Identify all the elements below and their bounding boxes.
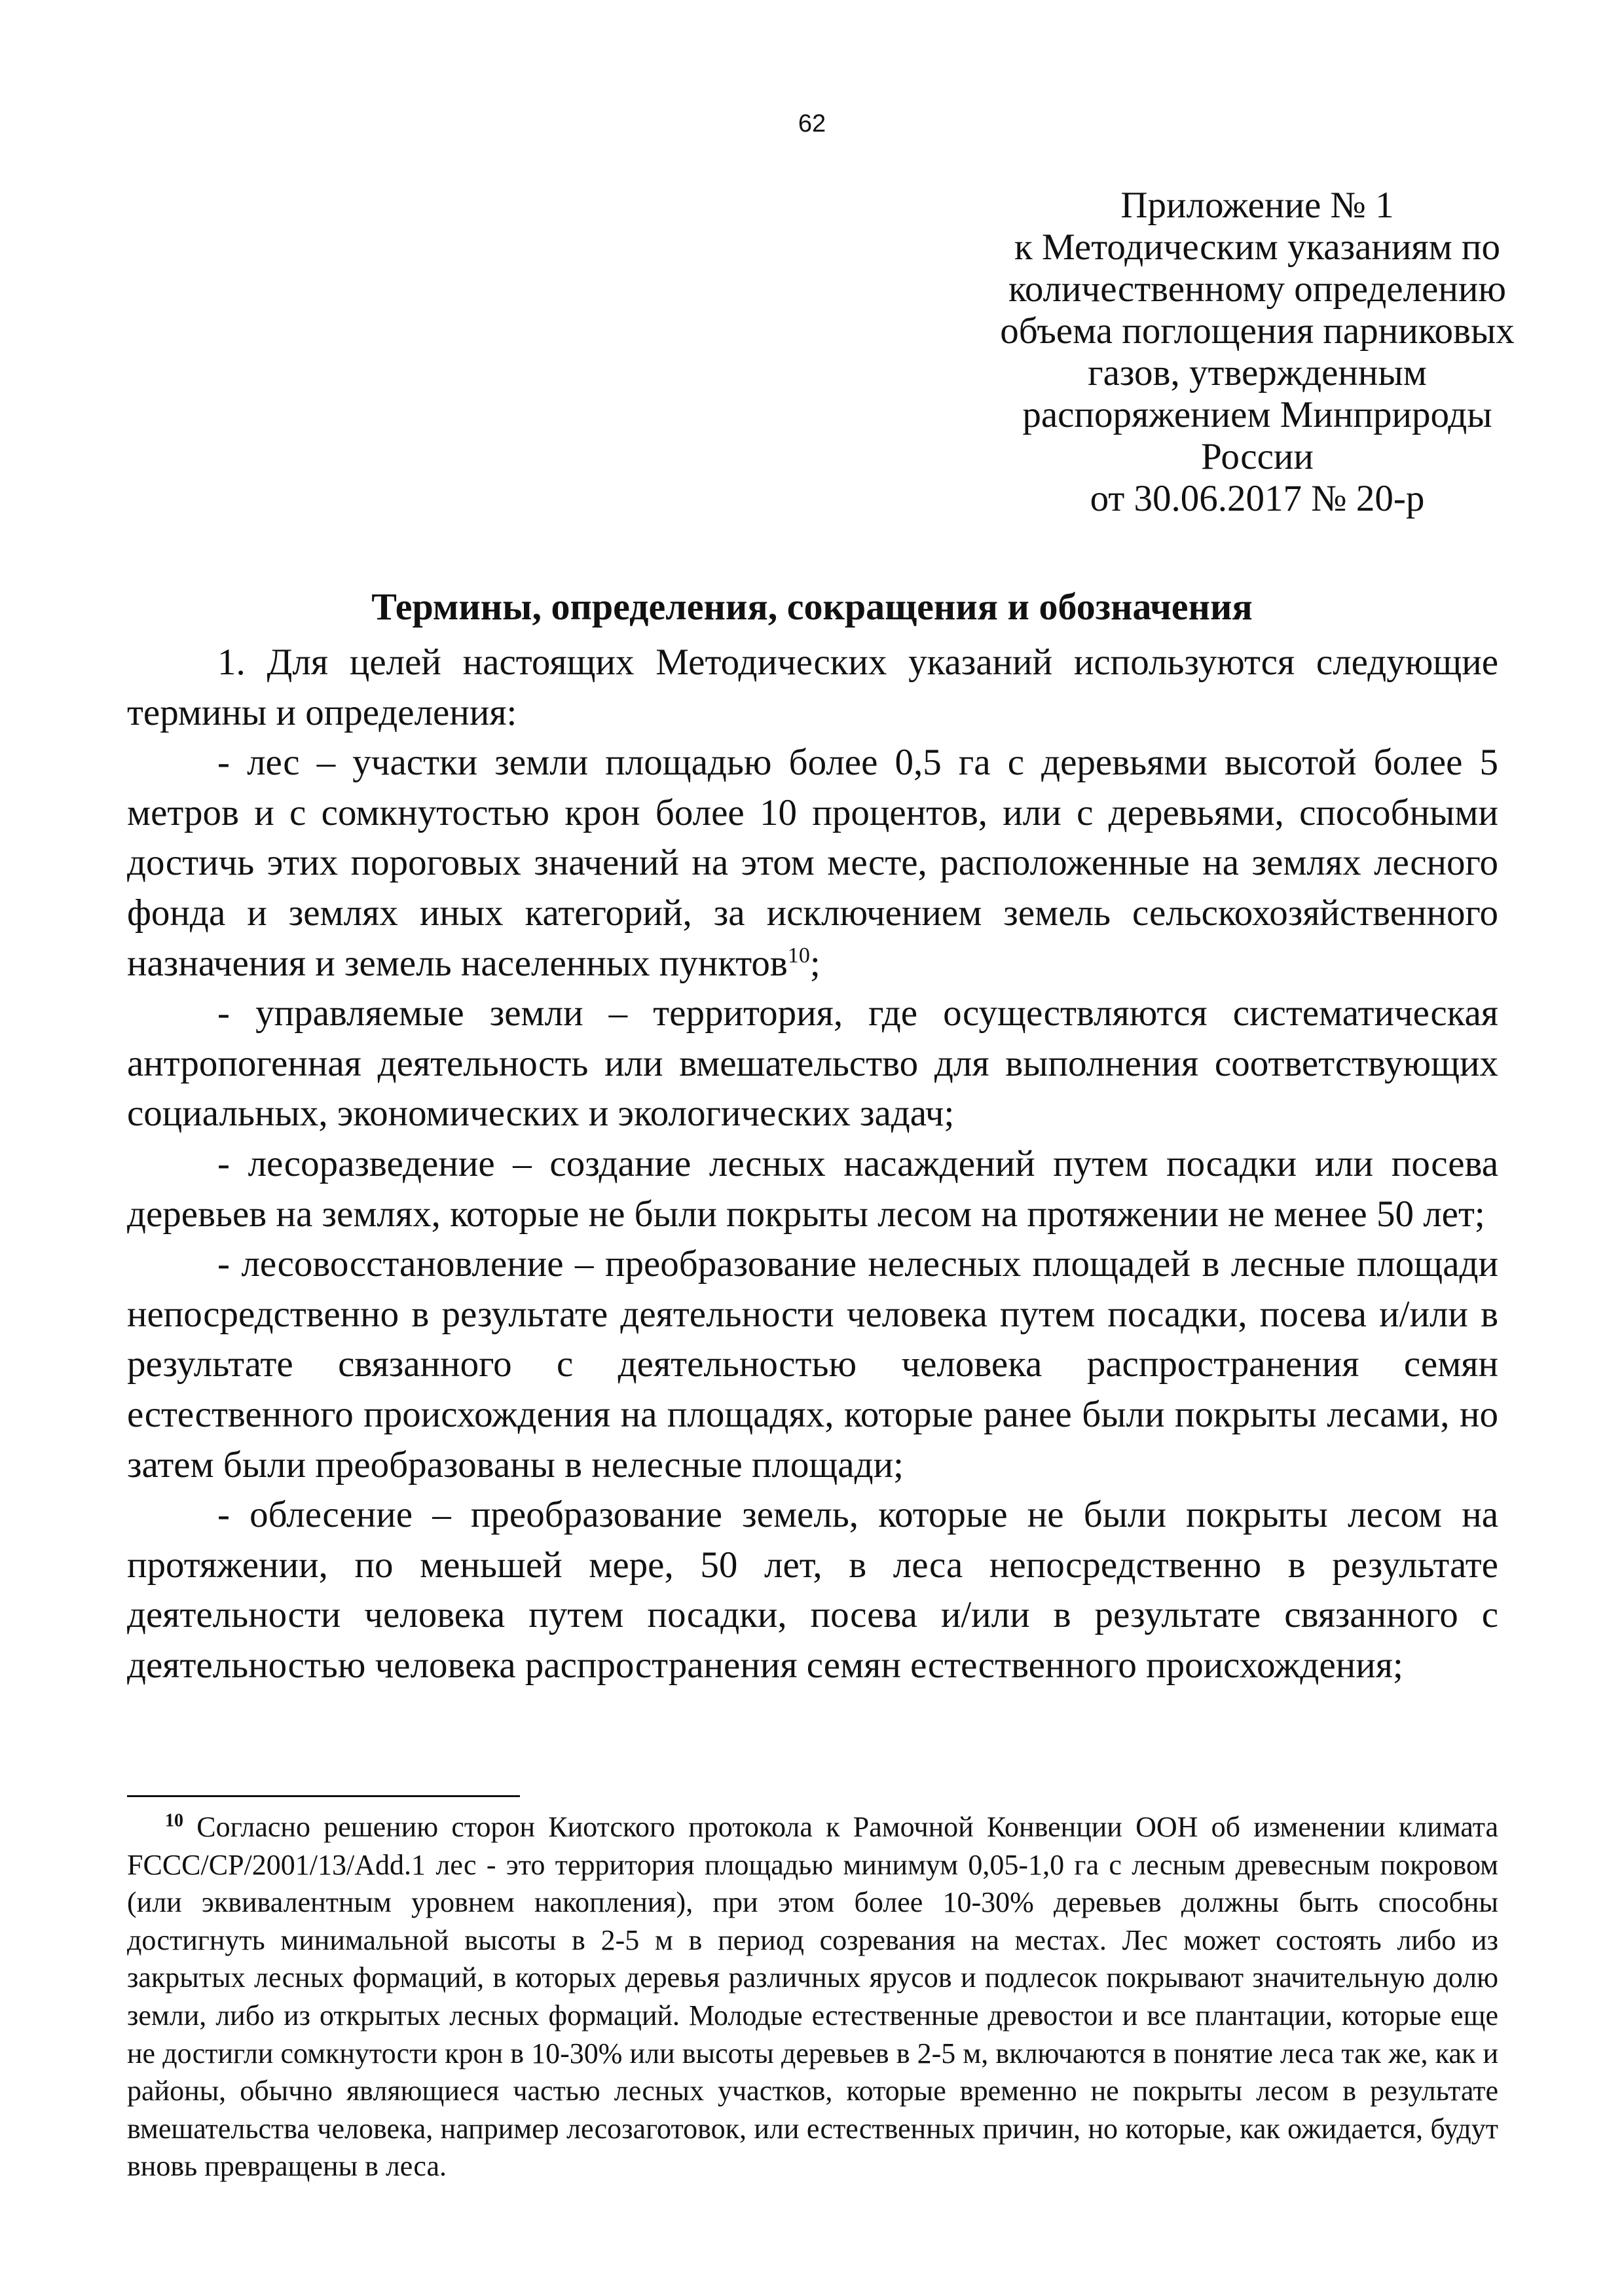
appendix-line: количественному определению — [1008, 268, 1506, 310]
appendix-line: газов, утвержденным — [1088, 352, 1427, 393]
footnote-marker: 10 — [165, 1810, 183, 1831]
appendix-header — [904, 185, 1611, 520]
appendix-line: России — [1201, 436, 1314, 477]
footnote-reference: 10 — [787, 943, 810, 968]
paragraph-forest — [127, 738, 1498, 989]
paragraph-text: - лесовосстановление – преобразование нелесных площадей в лесные площади непосредственно в результате деятельности человека путем посадки, посева и/или в результате связанного с деятельностью человека распространения семян естественного происхождения на площадях, которые ранее были покрыты лесами, но затем были преобразованы в нелесные площади; — [127, 1243, 1498, 1485]
paragraph-text: - облесение – преобразование земель, которые не были покрыты лесом на протяжении, по меньшей мере, 50 лет, в леса непосредственно в результате деятельности человека путем посадки, посева и/или в результате связанного с деятельностью человека распространения семян естественного происхождения; — [127, 1494, 1498, 1686]
body-text — [127, 638, 1498, 1690]
appendix-line: распоряжением Минприроды — [1022, 394, 1492, 435]
appendix-line: от 30.06.2017 № 20-р — [1090, 478, 1425, 519]
paragraph-reforestation — [127, 1239, 1498, 1490]
paragraph-afforestation — [127, 1490, 1498, 1690]
page-number: 62 — [798, 110, 826, 137]
paragraph-text: - лесоразведение – создание лесных насаждений путем посадки или посева деревьев на землях, которые не были покрыты лесом на протяжении не менее 50 лет; — [127, 1142, 1498, 1235]
appendix-line: объема поглощения парниковых — [1000, 310, 1515, 352]
paragraph-text: 1. Для целей настоящих Методических указаний используются следующие термины и определения: — [127, 642, 1498, 733]
paragraph-intro — [127, 638, 1498, 738]
appendix-line: Приложение № 1 — [1120, 185, 1394, 226]
footnote-divider — [127, 1795, 520, 1797]
appendix-line: к Методическим указаниям по — [1014, 227, 1500, 268]
paragraph-text: - лес – участки земли площадью более 0,5 га с деревьями высотой более 5 метров и с сомкнутостью крон более 10 процентов, или с деревьями, способными достичь этих пороговых значений на этом месте, расположенные на землях лесного фонда и землях иных категорий, за исключением земель сельскохозяйственного назначения и земель населенных пунктов — [127, 742, 1498, 984]
paragraph-text: - управляемые земли – территория, где осуществляются систематическая антропогенная деятельность или вмешательство для выполнения соответствующих социальных, экономических и экологических задач; — [127, 993, 1498, 1135]
paragraph-tail: ; — [809, 942, 821, 984]
paragraph-managed-land — [127, 989, 1498, 1139]
paragraph-afforestation-planting — [127, 1139, 1498, 1239]
footnote — [127, 1808, 1498, 2185]
section-title: Термины, определения, сокращения и обозначения — [371, 585, 1253, 628]
footnote-text: Согласно решению сторон Киотского протокола к Рамочной Конвенции ООН об изменении климата FCCC/CP/2001/13/Add.1 лес - это территория площадью минимум 0,05-1,0 га с лесным древесным покровом (или эквивалентным уровнем накопления), при этом более 10-30% деревьев должны быть способны достигнуть минимальной высоты в 2-5 м в период созревания на местах. Лес может состоять либо из закрытых лесных формаций, в которых деревья различных ярусов и подлесок покрывают значительную долю земли, либо из открытых лесных формаций. Молодые естественные древостои и все плантации, которые еще не достигли сомкнутости крон в 10-30% или высоты деревьев в 2-5 м, включаются в понятие леса так же, как и районы, обычно являющиеся частью лесных участков, которые временно не покрыты лесом в результате вмешательства человека, например лесозаготовок, или естественных причин, но которые, как ожидается, будут вновь превращены в леса. — [127, 1811, 1498, 2183]
